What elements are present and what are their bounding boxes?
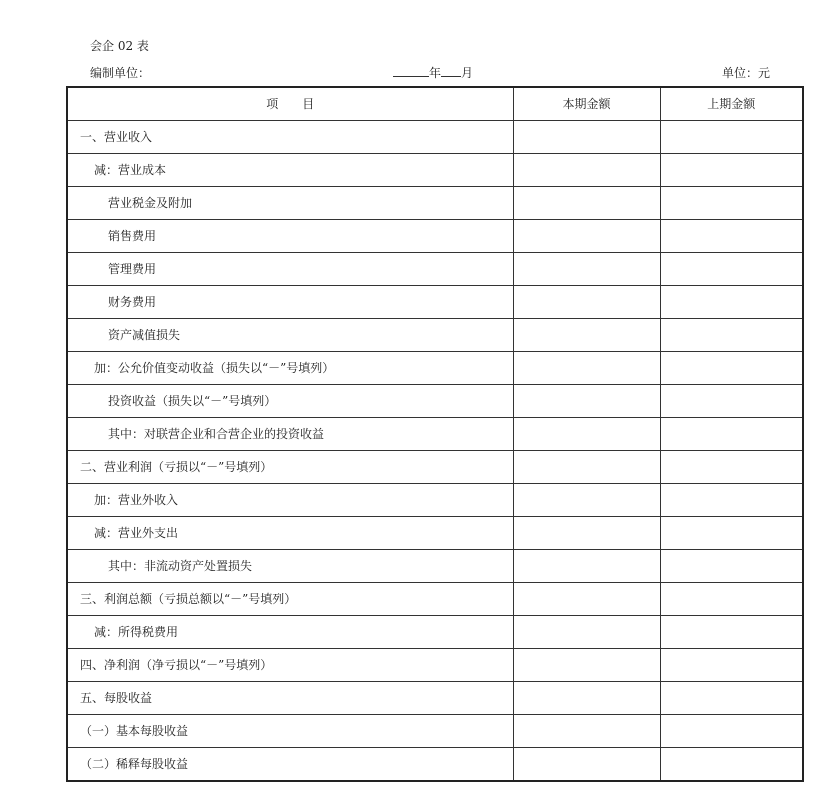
previous-period-amount-cell[interactable] — [660, 484, 803, 517]
currency-unit-label: 单位：元 — [721, 66, 770, 80]
row-label: 减：营业外支出 — [67, 517, 513, 550]
current-period-amount-cell[interactable] — [513, 550, 660, 583]
previous-period-amount-cell[interactable] — [660, 451, 803, 484]
table-row — [67, 418, 803, 451]
row-label: 二、营业利润（亏损以“－”号填列） — [67, 451, 513, 484]
row-label: （二）稀释每股收益 — [67, 748, 513, 782]
row-label: 五、每股收益 — [67, 682, 513, 715]
column-header-item: 项 目 — [67, 87, 513, 121]
current-period-amount-cell[interactable] — [513, 220, 660, 253]
table-row — [67, 154, 803, 187]
row-label: 其中：非流动资产处置损失 — [67, 550, 513, 583]
previous-period-amount-cell[interactable] — [660, 616, 803, 649]
period-field — [393, 64, 473, 81]
previous-period-amount-cell[interactable] — [660, 583, 803, 616]
row-label: 三、利润总额（亏损总额以“－”号填列） — [67, 583, 513, 616]
current-period-amount-cell[interactable] — [513, 121, 660, 154]
row-label: 管理费用 — [67, 253, 513, 286]
table-row — [67, 187, 803, 220]
current-period-amount-cell[interactable] — [513, 187, 660, 220]
table-row — [67, 616, 803, 649]
row-label: 其中：对联营企业和合营企业的投资收益 — [67, 418, 513, 451]
table-row — [67, 715, 803, 748]
header-meta-row — [90, 64, 770, 80]
table-header-row — [67, 87, 803, 121]
month-label: 月 — [461, 66, 474, 80]
previous-period-amount-cell[interactable] — [660, 682, 803, 715]
row-label: 加：营业外收入 — [67, 484, 513, 517]
previous-period-amount-cell[interactable] — [660, 550, 803, 583]
row-label: 一、营业收入 — [67, 121, 513, 154]
row-label: 销售费用 — [67, 220, 513, 253]
row-label: 营业税金及附加 — [67, 187, 513, 220]
current-period-amount-cell[interactable] — [513, 484, 660, 517]
month-blank[interactable] — [441, 64, 461, 77]
current-period-amount-cell[interactable] — [513, 682, 660, 715]
current-period-amount-cell[interactable] — [513, 748, 660, 782]
table-row — [67, 319, 803, 352]
row-label: 四、净利润（净亏损以“－”号填列） — [67, 649, 513, 682]
previous-period-amount-cell[interactable] — [660, 352, 803, 385]
current-period-amount-cell[interactable] — [513, 385, 660, 418]
previous-period-amount-cell[interactable] — [660, 517, 803, 550]
table-row — [67, 550, 803, 583]
table-row — [67, 385, 803, 418]
row-label: 减：营业成本 — [67, 154, 513, 187]
row-label: （一）基本每股收益 — [67, 715, 513, 748]
current-period-amount-cell[interactable] — [513, 715, 660, 748]
column-header-previous-period: 上期金额 — [660, 87, 803, 121]
previous-period-amount-cell[interactable] — [660, 418, 803, 451]
table-row — [67, 451, 803, 484]
previous-period-amount-cell[interactable] — [660, 385, 803, 418]
previous-period-amount-cell[interactable] — [660, 253, 803, 286]
column-header-current-period: 本期金额 — [513, 87, 660, 121]
row-label: 资产减值损失 — [67, 319, 513, 352]
current-period-amount-cell[interactable] — [513, 649, 660, 682]
previous-period-amount-cell[interactable] — [660, 154, 803, 187]
income-statement-table — [66, 86, 804, 782]
previous-period-amount-cell[interactable] — [660, 748, 803, 782]
previous-period-amount-cell[interactable] — [660, 121, 803, 154]
current-period-amount-cell[interactable] — [513, 319, 660, 352]
row-label: 加：公允价值变动收益（损失以“－”号填列） — [67, 352, 513, 385]
current-period-amount-cell[interactable] — [513, 253, 660, 286]
preparer-label: 编制单位： — [90, 66, 151, 80]
current-period-amount-cell[interactable] — [513, 352, 660, 385]
row-label: 减：所得税费用 — [67, 616, 513, 649]
table-row — [67, 484, 803, 517]
table-row — [67, 352, 803, 385]
previous-period-amount-cell[interactable] — [660, 649, 803, 682]
previous-period-amount-cell[interactable] — [660, 319, 803, 352]
current-period-amount-cell[interactable] — [513, 286, 660, 319]
form-code: 会企 02 表 — [90, 39, 149, 53]
table-row — [67, 517, 803, 550]
previous-period-amount-cell[interactable] — [660, 715, 803, 748]
table-row — [67, 649, 803, 682]
current-period-amount-cell[interactable] — [513, 583, 660, 616]
table-row — [67, 583, 803, 616]
year-blank[interactable] — [393, 64, 429, 77]
table-row — [67, 121, 803, 154]
current-period-amount-cell[interactable] — [513, 517, 660, 550]
current-period-amount-cell[interactable] — [513, 616, 660, 649]
current-period-amount-cell[interactable] — [513, 418, 660, 451]
table-row — [67, 253, 803, 286]
table-row — [67, 748, 803, 782]
previous-period-amount-cell[interactable] — [660, 286, 803, 319]
table-row — [67, 286, 803, 319]
current-period-amount-cell[interactable] — [513, 154, 660, 187]
row-label: 财务费用 — [67, 286, 513, 319]
current-period-amount-cell[interactable] — [513, 451, 660, 484]
year-label: 年 — [429, 66, 442, 80]
row-label: 投资收益（损失以“－”号填列） — [67, 385, 513, 418]
table-row — [67, 682, 803, 715]
previous-period-amount-cell[interactable] — [660, 220, 803, 253]
table-row — [67, 220, 803, 253]
previous-period-amount-cell[interactable] — [660, 187, 803, 220]
